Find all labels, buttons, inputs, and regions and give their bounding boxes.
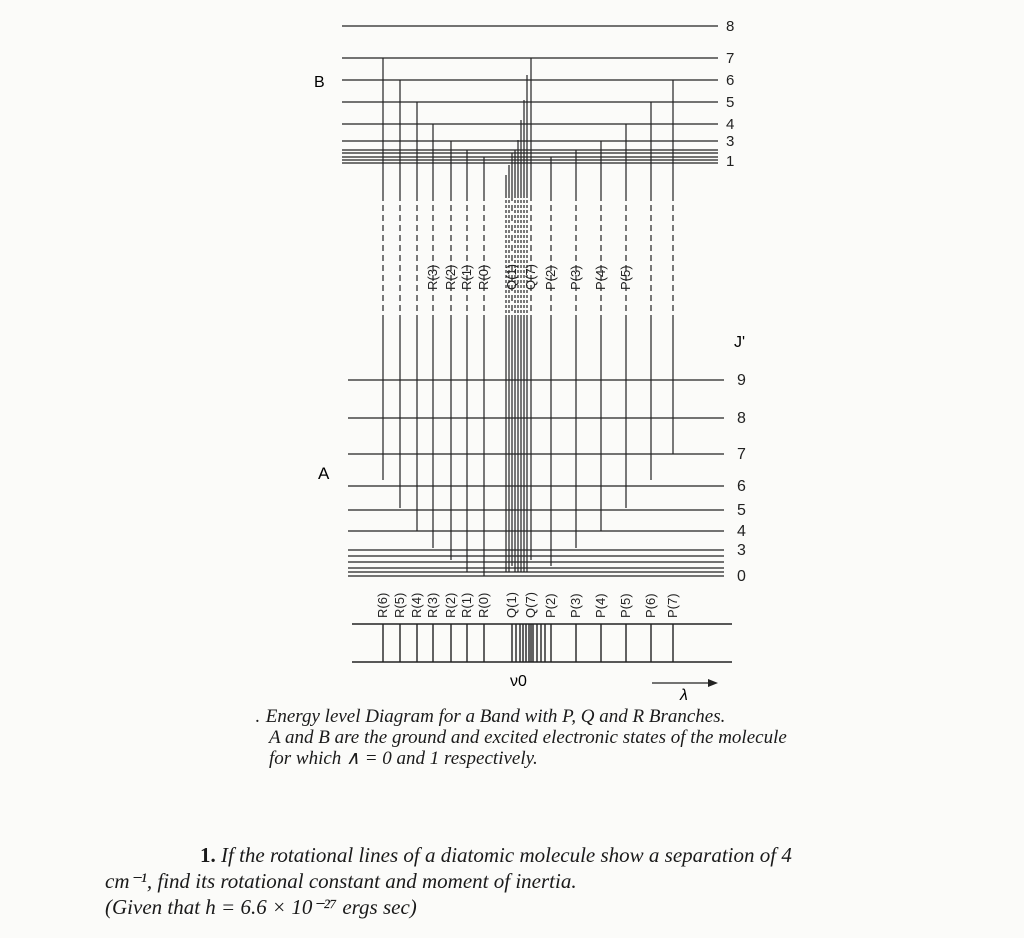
upper-level-label: 4	[726, 116, 735, 133]
upper-level-label: 1	[726, 153, 735, 170]
upper-level-label: 3	[726, 133, 735, 150]
problem-line-3: (Given that h = 6.6 × 10⁻²⁷ ergs sec)	[105, 895, 417, 919]
branch-label: P(5)	[618, 593, 633, 618]
branch-label: R(6)	[375, 592, 390, 618]
branch-label: P(7)	[665, 593, 680, 618]
lower-level-label: 0	[737, 568, 746, 585]
branch-label: P(3)	[568, 593, 583, 618]
mid-branch-label: R(0)	[476, 264, 491, 290]
upper-level-label: 8	[726, 18, 735, 35]
origin-label: ν0	[510, 673, 527, 690]
figure-caption	[255, 706, 1015, 769]
lower-level-label: 8	[737, 410, 746, 427]
branch-label: R(2)	[443, 592, 458, 618]
upper-level-label: 7	[726, 50, 735, 67]
problem-line-2: cm⁻¹, find its rotational constant and moment of inertia.	[105, 869, 577, 893]
branch-label: P(4)	[593, 593, 608, 618]
mid-branch-label: P(5)	[618, 265, 633, 290]
branch-label: P(6)	[643, 593, 658, 618]
branch-label: R(1)	[459, 592, 474, 618]
mid-branch-label: Q(1)	[504, 264, 519, 290]
lower-level-label: 4	[737, 523, 746, 540]
mid-branch-label: P(3)	[568, 265, 583, 290]
branch-label: R(3)	[425, 592, 440, 618]
caption-line-3: for which ∧ = 0 and 1 respectively.	[269, 748, 538, 769]
branch-label: P(2)	[543, 593, 558, 618]
mid-branch-label: R(1)	[459, 264, 474, 290]
lower-level-label: 5	[737, 502, 746, 519]
mid-branch-label: P(4)	[593, 265, 608, 290]
lower-level-label: 9	[737, 372, 746, 389]
mid-branch-label: Q(7)	[523, 264, 538, 290]
upper-level-label: 5	[726, 94, 735, 111]
lower-state-label: A	[318, 464, 330, 483]
branch-label: R(5)	[392, 592, 407, 618]
problem-number: 1.	[200, 843, 216, 867]
branch-label: Q(7)	[523, 592, 538, 618]
mid-branch-label: P(2)	[543, 265, 558, 290]
branch-label: R(4)	[409, 592, 424, 618]
lower-axis-label: J'	[734, 334, 746, 351]
caption-line-2: A and B are the ground and excited electronic states of the molecule	[269, 727, 787, 748]
caption-line-1: Energy level Diagram for a Band with P, Q and R Branches.	[265, 706, 726, 727]
wavelength-arrowhead	[708, 679, 718, 687]
mid-branch-label: R(2)	[443, 264, 458, 290]
upper-state-label: B	[314, 74, 325, 91]
problem-line-1: If the rotational lines of a diatomic molecule show a separation of 4	[221, 843, 792, 867]
caption-bullet: .	[255, 706, 260, 727]
lower-level-label: 3	[737, 542, 746, 559]
upper-level-label: 6	[726, 72, 735, 89]
problem-statement	[105, 842, 1005, 920]
mid-branch-label: R(3)	[425, 264, 440, 290]
wavelength-label: λ	[680, 687, 688, 700]
lower-level-label: 7	[737, 446, 746, 463]
branch-label: R(0)	[476, 592, 491, 618]
lower-level-label: 6	[737, 478, 746, 495]
branch-label: Q(1)	[504, 592, 519, 618]
